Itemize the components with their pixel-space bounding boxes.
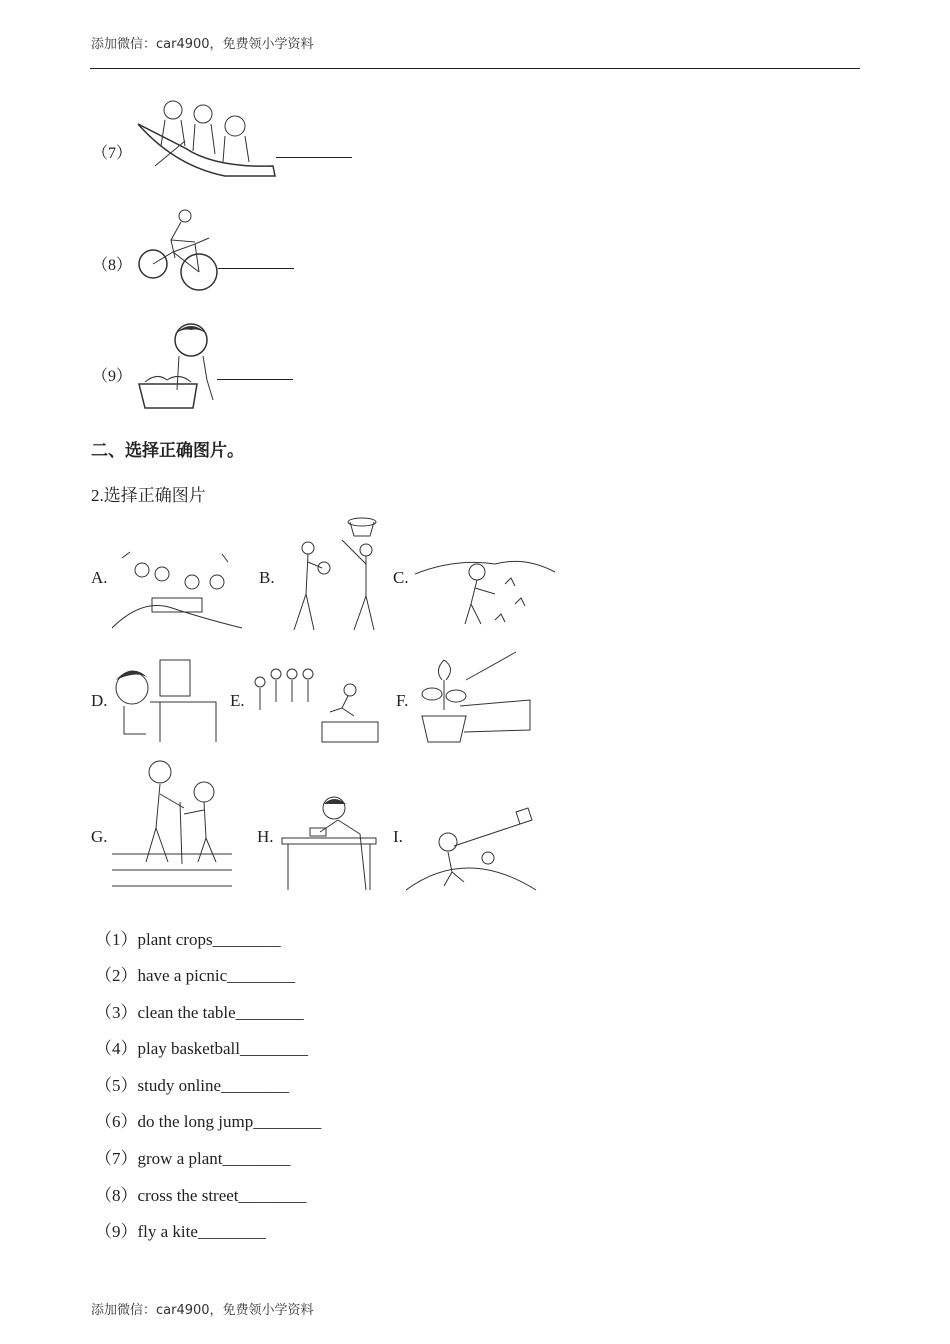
option-label-e: E.: [230, 691, 245, 710]
washing-boy-picture: [137, 320, 217, 412]
crossing-street-picture[interactable]: [112, 758, 236, 894]
item-number-9: （9）: [92, 368, 133, 385]
cleaning-table-picture[interactable]: [280, 794, 380, 894]
option-label-c: C.: [393, 568, 409, 587]
option-label-i: I.: [393, 827, 403, 846]
answer-blank-9[interactable]: [217, 379, 293, 380]
option-label-d: D.: [91, 691, 108, 710]
option-label-g: G.: [91, 827, 108, 846]
match-item-5[interactable]: （5）study online________: [95, 1076, 290, 1095]
question-title: 2.选择正确图片: [91, 486, 206, 505]
computer-picture[interactable]: [110, 658, 218, 744]
rowing-boat-picture: [135, 96, 277, 180]
match-item-8[interactable]: （8）cross the street________: [95, 1186, 307, 1205]
bike-rider-picture: [135, 208, 219, 296]
match-item-3[interactable]: （3）clean the table________: [95, 1003, 304, 1022]
answer-blank-8[interactable]: [218, 268, 294, 269]
match-item-2[interactable]: （2）have a picnic________: [95, 966, 296, 985]
answer-blank-7[interactable]: [276, 157, 352, 158]
match-item-4[interactable]: （4）play basketball________: [95, 1039, 308, 1058]
match-item-1[interactable]: （1）plant crops________: [95, 930, 281, 949]
header-rule: [90, 68, 860, 69]
flying-kite-picture[interactable]: [406, 806, 538, 892]
option-label-h: H.: [257, 827, 274, 846]
planting-crops-picture[interactable]: [415, 554, 557, 636]
match-item-9[interactable]: （9）fly a kite________: [95, 1222, 266, 1241]
long-jump-picture[interactable]: [250, 662, 384, 744]
match-item-6[interactable]: （6）do the long jump________: [95, 1112, 322, 1131]
item-number-7: （7）: [92, 145, 133, 162]
page-footer: 添加微信：car4900，免费领小学资料: [91, 1303, 314, 1318]
match-item-7[interactable]: （7）grow a plant________: [95, 1149, 291, 1168]
picnic-picture[interactable]: [112, 548, 244, 634]
page-header: 添加微信：car4900，免费领小学资料: [91, 37, 314, 52]
item-number-8: （8）: [92, 257, 133, 274]
section-heading: 二、选择正确图片。: [91, 441, 244, 461]
growing-plant-picture[interactable]: [416, 650, 532, 744]
option-label-b: B.: [259, 568, 275, 587]
option-label-f: F.: [396, 691, 409, 710]
option-label-a: A.: [91, 568, 108, 587]
basketball-picture[interactable]: [282, 514, 382, 634]
